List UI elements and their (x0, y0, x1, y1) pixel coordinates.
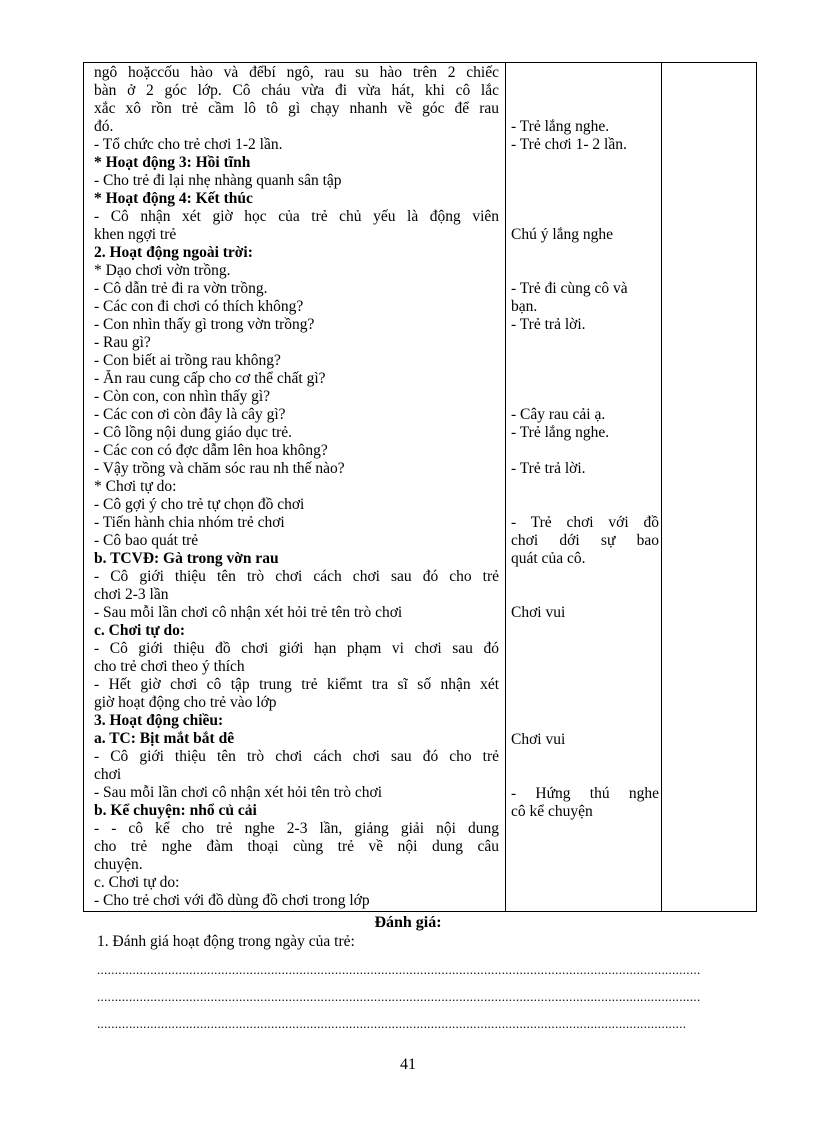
activity-line: ngô hoặccốu hào và đểbí ngô, rau su hào trên 2 chiếc (94, 64, 499, 81)
activity-line: chuyện. (94, 856, 143, 873)
activity-line: - Cô giới thiệu đồ chơi giới hạn phạm vi chơi sau đó (94, 640, 499, 657)
activity-line: - Rau gì? (94, 334, 151, 351)
activity-heading: 2. Hoạt động ngoài trời: (94, 244, 253, 261)
column-divider (505, 63, 506, 911)
response-line: - Trẻ lắng nghe. (511, 424, 610, 441)
evaluation-item: 1. Đánh giá hoạt động trong ngày của trẻ: (97, 933, 355, 950)
activity-line: khen ngợi trẻ (94, 226, 177, 243)
response-line: bạn. (511, 298, 538, 315)
response-line: Chú ý lắng nghe (511, 226, 614, 243)
activity-line: - Con biết ai trồng rau không? (94, 352, 281, 369)
dotted-answer-line: .......................................................................................................................................................................... (97, 962, 701, 977)
activity-line: - Cô nhận xét giờ học của trẻ chủ yếu là động viên (94, 208, 499, 225)
response-line: cô kể chuyện (511, 803, 593, 820)
activity-line: giờ hoạt động cho trẻ vào lớp (94, 694, 277, 711)
activity-table (83, 62, 757, 912)
activity-heading: 3. Hoạt động chiều: (94, 712, 224, 729)
response-line: - Trẻ đi cùng cô và (511, 280, 628, 297)
page-number: 41 (400, 1056, 416, 1073)
activity-line: - Sau mỗi lần chơi cô nhận xét hỏi tên trò chơi (94, 784, 383, 801)
activity-line: - Cô giới thiệu tên trò chơi cách chơi sau đó cho trẻ (94, 748, 499, 765)
activity-line: - Cho trẻ chơi với đồ dùng đồ chơi trong lớp (94, 892, 370, 909)
activity-line: - Các con có đợc dẫm lên hoa không? (94, 442, 328, 459)
response-line: - Trẻ chơi với đồ (511, 514, 659, 531)
response-line: quát của cô. (511, 550, 586, 567)
activity-line: - Tổ chức cho trẻ chơi 1-2 lần. (94, 136, 283, 153)
response-line: - Trẻ lắng nghe. (511, 118, 610, 135)
activity-line: chơi (94, 766, 122, 783)
activity-line: - Hết giờ chơi cô tập trung trẻ kiểmt tra sĩ số nhận xét (94, 676, 499, 693)
activity-line: - Các con ơi còn đây là cây gì? (94, 406, 286, 423)
activity-line: - Còn con, con nhìn thấy gì? (94, 388, 271, 405)
activity-line: - Cho trẻ đi lại nhẹ nhàng quanh sân tập (94, 172, 342, 189)
activity-line: - Ăn rau cung cấp cho cơ thể chất gì? (94, 370, 326, 387)
activity-line: - Cô bao quát trẻ (94, 532, 199, 549)
activity-line: xắc xô rồn trẻ cầm lô tô gì chạy nhanh về góc để rau (94, 100, 499, 117)
response-line: - Cây rau cải ạ. (511, 406, 606, 423)
activity-line: - Cô gợi ý cho trẻ tự chọn đồ chơi (94, 496, 305, 513)
evaluation-title: Đánh giá: (374, 914, 442, 931)
dotted-answer-line: ...................................................................................................................................................................... (97, 1016, 687, 1031)
activity-line: đó. (94, 118, 114, 135)
column-divider (661, 63, 662, 911)
activity-line: - Cô dẫn trẻ đi ra vờn trồng. (94, 280, 268, 297)
activity-heading: b. Kể chuyện: nhổ củ cải (94, 802, 257, 819)
activity-heading: b. TCVĐ: Gà trong vờn rau (94, 550, 279, 567)
activity-line: - Con nhìn thấy gì trong vờn trồng? (94, 316, 315, 333)
response-line: Chơi vui (511, 731, 566, 748)
response-line: - Trẻ trả lời. (511, 460, 586, 477)
activity-line: - - cô kể cho trẻ nghe 2-3 lần, giảng giải nội dung (94, 820, 499, 837)
activity-line: - Cô giới thiệu tên trò chơi cách chơi sau đó cho trẻ (94, 568, 499, 585)
activity-line: - Tiến hành chia nhóm trẻ chơi (94, 514, 285, 531)
activity-line: cho trẻ nghe đàm thoại cùng trẻ về nội dung câu (94, 838, 499, 855)
activity-line: - Vậy trồng và chăm sóc rau nh thế nào? (94, 460, 345, 477)
activity-heading: a. TC: Bịt mắt bắt dê (94, 730, 235, 747)
activity-line: * Chơi tự do: (94, 478, 177, 495)
activity-line: cho trẻ chơi theo ý thích (94, 658, 245, 675)
response-line: - Trẻ trả lời. (511, 316, 586, 333)
activity-heading: c. Chơi tự do: (94, 622, 186, 639)
activity-line: c. Chơi tự do: (94, 874, 180, 891)
activity-line: - Các con đi chơi có thích không? (94, 298, 304, 315)
activity-line: - Cô lồng nội dung giáo dục trẻ. (94, 424, 293, 441)
dotted-answer-line: .......................................................................................................................................................................... (97, 989, 701, 1004)
response-line: Chơi vui (511, 604, 566, 621)
activity-heading: * Hoạt động 3: Hồi tĩnh (94, 154, 251, 171)
activity-line: chơi 2-3 lần (94, 586, 169, 603)
response-line: - Trẻ chơi 1- 2 lần. (511, 136, 627, 153)
activity-line: bàn ở 2 góc lớp. Cô cháu vừa đi vừa hát, khi cô lắc (94, 82, 499, 99)
activity-heading: * Hoạt động 4: Kết thúc (94, 190, 253, 207)
response-line: chơi dới sự bao (511, 532, 659, 549)
response-line: - Hứng thú nghe (511, 785, 659, 802)
activity-line: * Dạo chơi vờn trồng. (94, 262, 231, 279)
activity-line: - Sau mỗi lần chơi cô nhận xét hỏi trẻ tên trò chơi (94, 604, 403, 621)
